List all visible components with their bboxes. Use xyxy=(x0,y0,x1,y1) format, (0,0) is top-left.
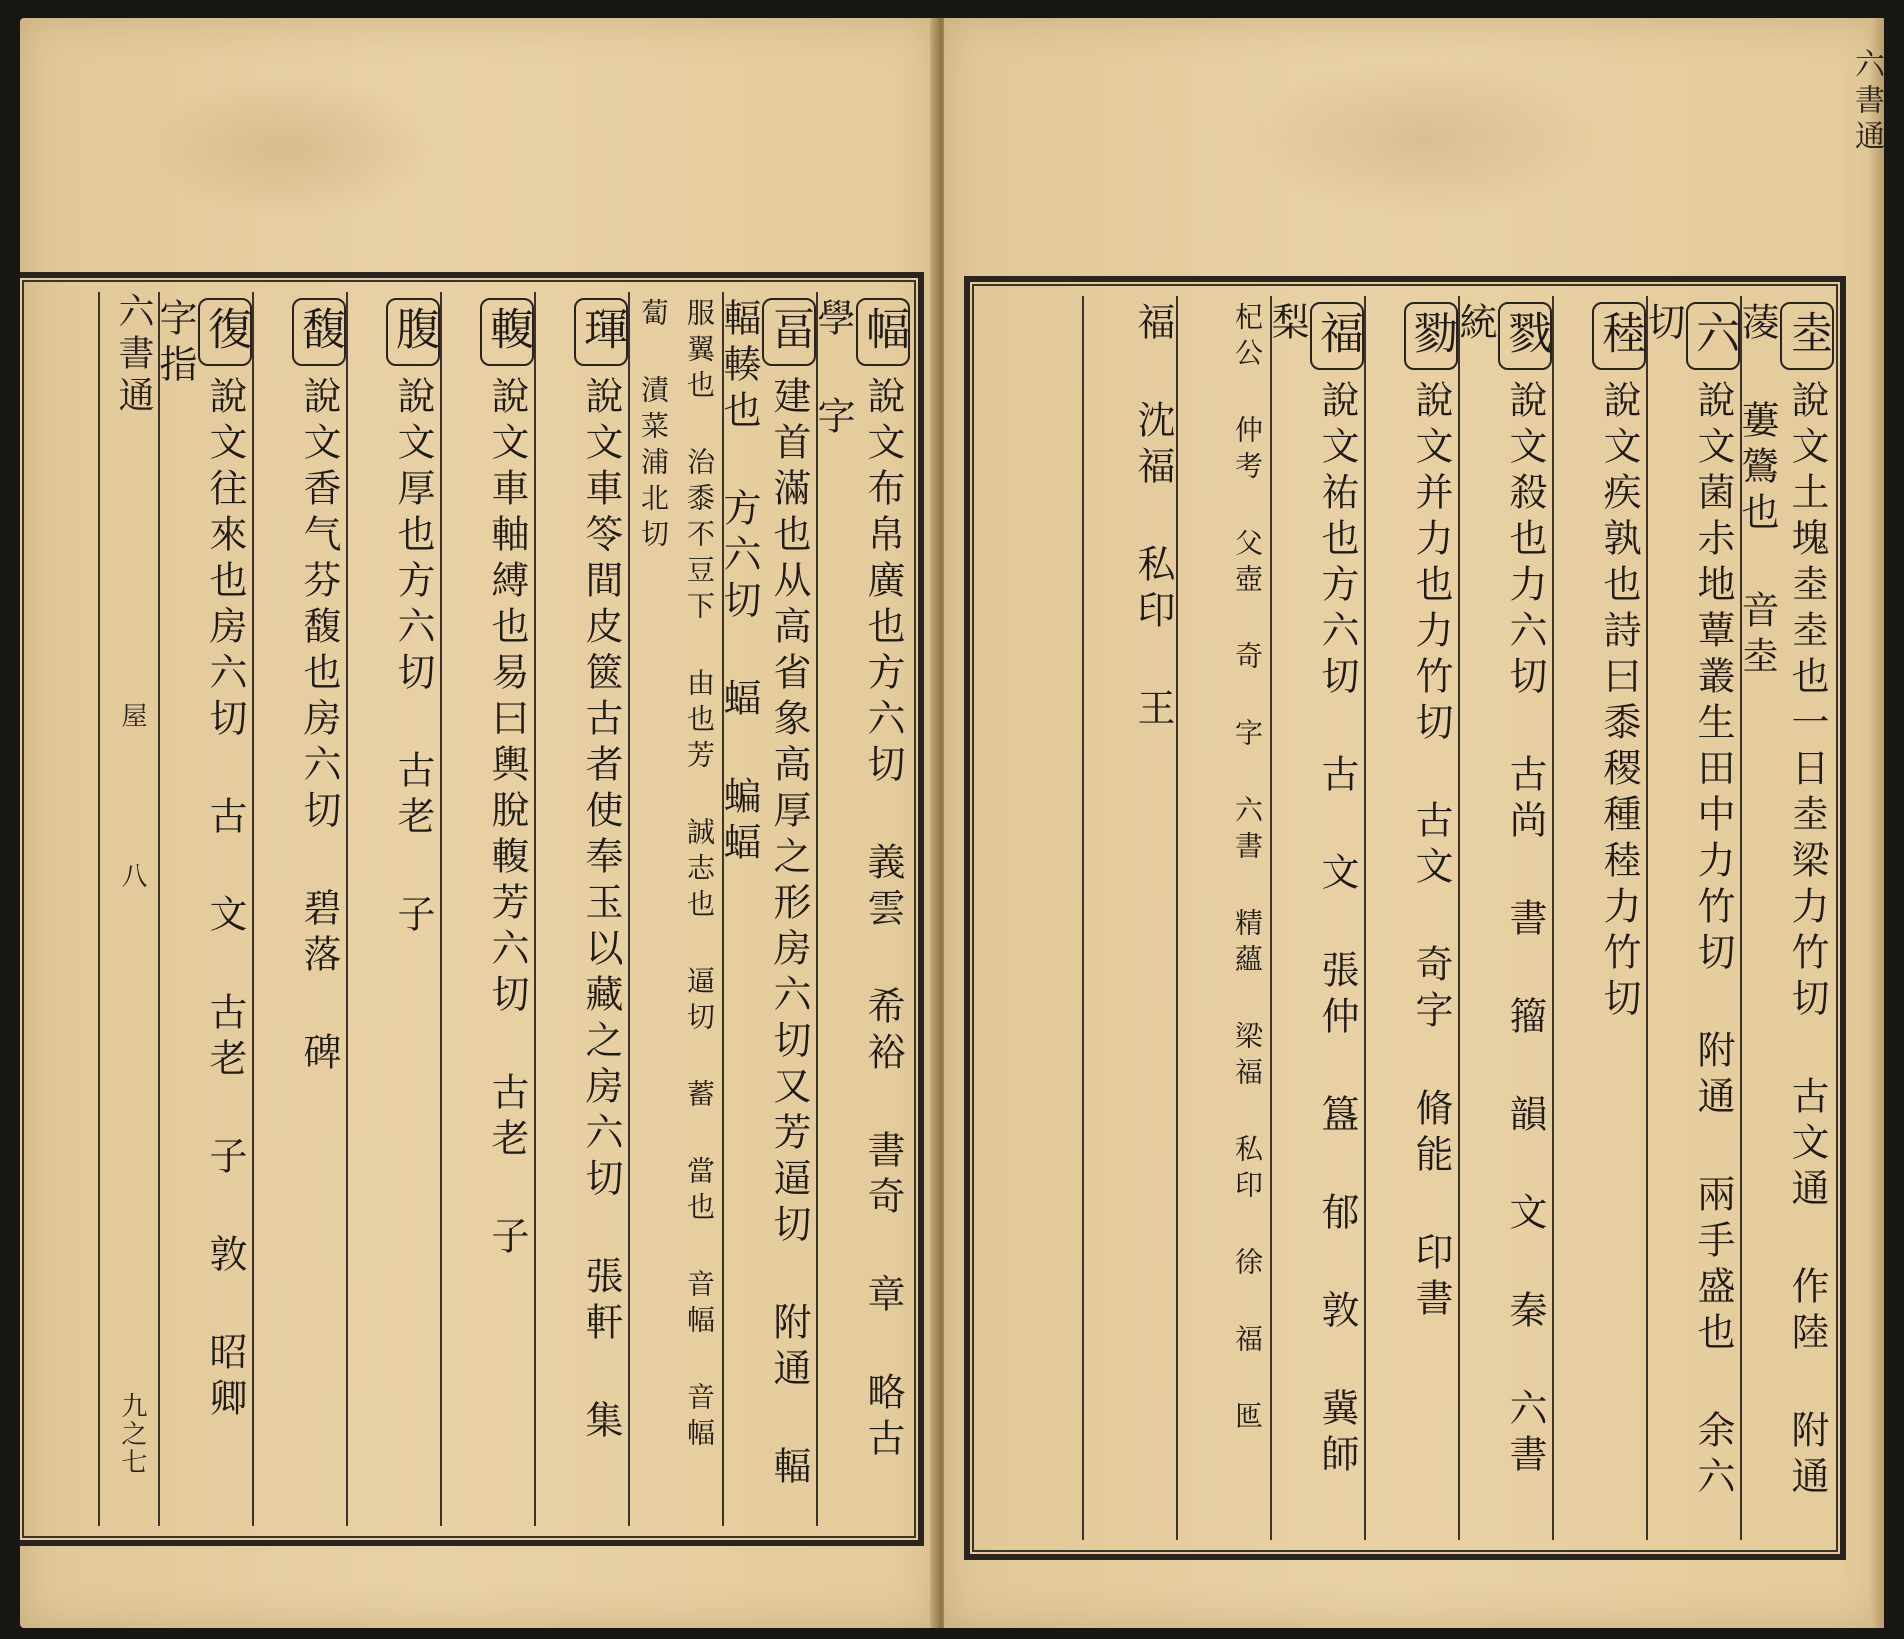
entry-text: 說文往來也房六切 古 文 古老 子 敦 昭卿 字指 xyxy=(153,298,247,1424)
entry-column xyxy=(1453,296,1552,1540)
entry-column xyxy=(1552,296,1646,1540)
section-label: 屋 xyxy=(117,702,147,730)
entry-text: 說文祐也方六切 古 文 張仲 簋 郁 敦 冀師 梨 xyxy=(1265,302,1359,1480)
entry-column xyxy=(153,292,252,1526)
entry-column xyxy=(811,292,910,1526)
entry-column xyxy=(1176,296,1270,1540)
entry-head: 福 xyxy=(1310,302,1364,370)
entry-head: 輹 xyxy=(480,298,534,366)
entry-text: 說文殺也力六切 古尚 書 籀 韻 文 秦 六書 統 xyxy=(1453,302,1547,1480)
entry-column xyxy=(1364,296,1458,1540)
entry-text: 杞公 仲考 父壺 奇 字 六書 精蘊 梁福 私印 徐 福 匜 xyxy=(1231,302,1264,1437)
entry-text: 說文并力也力竹切 古文 奇字 脩能 印書 xyxy=(1409,380,1453,1324)
folio-number: 九之七 xyxy=(117,1392,147,1476)
entry-head: 琿 xyxy=(574,298,628,366)
left-page-columns xyxy=(20,292,910,1526)
entry-head: 六 xyxy=(1686,302,1740,370)
paper-stain xyxy=(1244,58,1604,218)
leaf-number: 八 xyxy=(117,862,147,890)
entry-text: 說文厚也方六切 古老 子 xyxy=(391,376,435,940)
entry-head: 復 xyxy=(198,298,252,366)
entry-head: 馥 xyxy=(292,298,346,366)
entry-head: 腹 xyxy=(386,298,440,366)
entry-text: 福 沈福 私印 王 xyxy=(1131,302,1175,734)
entry-column xyxy=(628,292,722,1526)
entry-column xyxy=(252,292,346,1526)
right-page-frame xyxy=(964,276,1846,1560)
margin-column xyxy=(98,292,158,1526)
entry-head: 勠 xyxy=(1404,302,1458,370)
entry-column xyxy=(1735,296,1834,1540)
entry-head: 稑 xyxy=(1592,302,1646,370)
entry-text: 建首滿也从高省象高厚之形房六切又芳逼切 附通 輻 輻輳也 方六切 蝠 蝙蝠 xyxy=(717,298,811,1492)
entry-text: 說文香气芬馥也房六切 碧落 碑 xyxy=(297,376,341,1078)
entry-head: 畐 xyxy=(762,298,816,366)
right-page xyxy=(944,18,1884,1628)
running-head: 六書通 xyxy=(1849,48,1884,156)
entry-column xyxy=(440,292,534,1526)
left-page-frame xyxy=(20,272,924,1546)
entry-text: 說文疾孰也詩曰黍稷種稑力竹切 xyxy=(1597,380,1641,1024)
entry-column xyxy=(1082,296,1176,1540)
running-head: 六書通 xyxy=(113,292,154,418)
entry-text: 說文布帛廣也方六切 義雲 希裕 書奇 章 略古 學 字 xyxy=(811,298,905,1464)
entry-head: 幅 xyxy=(856,298,910,366)
left-page xyxy=(20,18,936,1628)
entry-head: 坴 xyxy=(1780,302,1834,370)
entry-text: 說文菌尗地蕈叢生田中力竹切 附通 兩手盛也 余六切 xyxy=(1641,302,1735,1502)
entry-column xyxy=(346,292,440,1526)
paper-stain xyxy=(140,78,440,218)
entry-column xyxy=(717,292,816,1526)
entry-head: 戮 xyxy=(1498,302,1552,370)
entry-text: 說文車笭間皮篋古者使奉玉以藏之房六切 張軒 集 xyxy=(579,376,623,1446)
entry-text: 服翼也 治黍不豆下 由也芳 誠志也 逼切 蓄 當也 音幅 音幅 蔔 漬菜浦北切 xyxy=(637,298,716,1454)
entry-column xyxy=(1641,296,1740,1540)
page-edge xyxy=(1870,18,1884,1628)
entry-column xyxy=(534,292,628,1526)
right-page-columns xyxy=(980,296,1834,1540)
entry-column xyxy=(1265,296,1364,1540)
entry-text: 說文土塊坴坴也一日坴梁力竹切 古文通 作陸 附通 蓤 蔞鷟也 音坴 xyxy=(1735,302,1829,1502)
entry-text: 說文車軸縛也易曰輿脫輹芳六切 古老 子 xyxy=(485,376,529,1262)
